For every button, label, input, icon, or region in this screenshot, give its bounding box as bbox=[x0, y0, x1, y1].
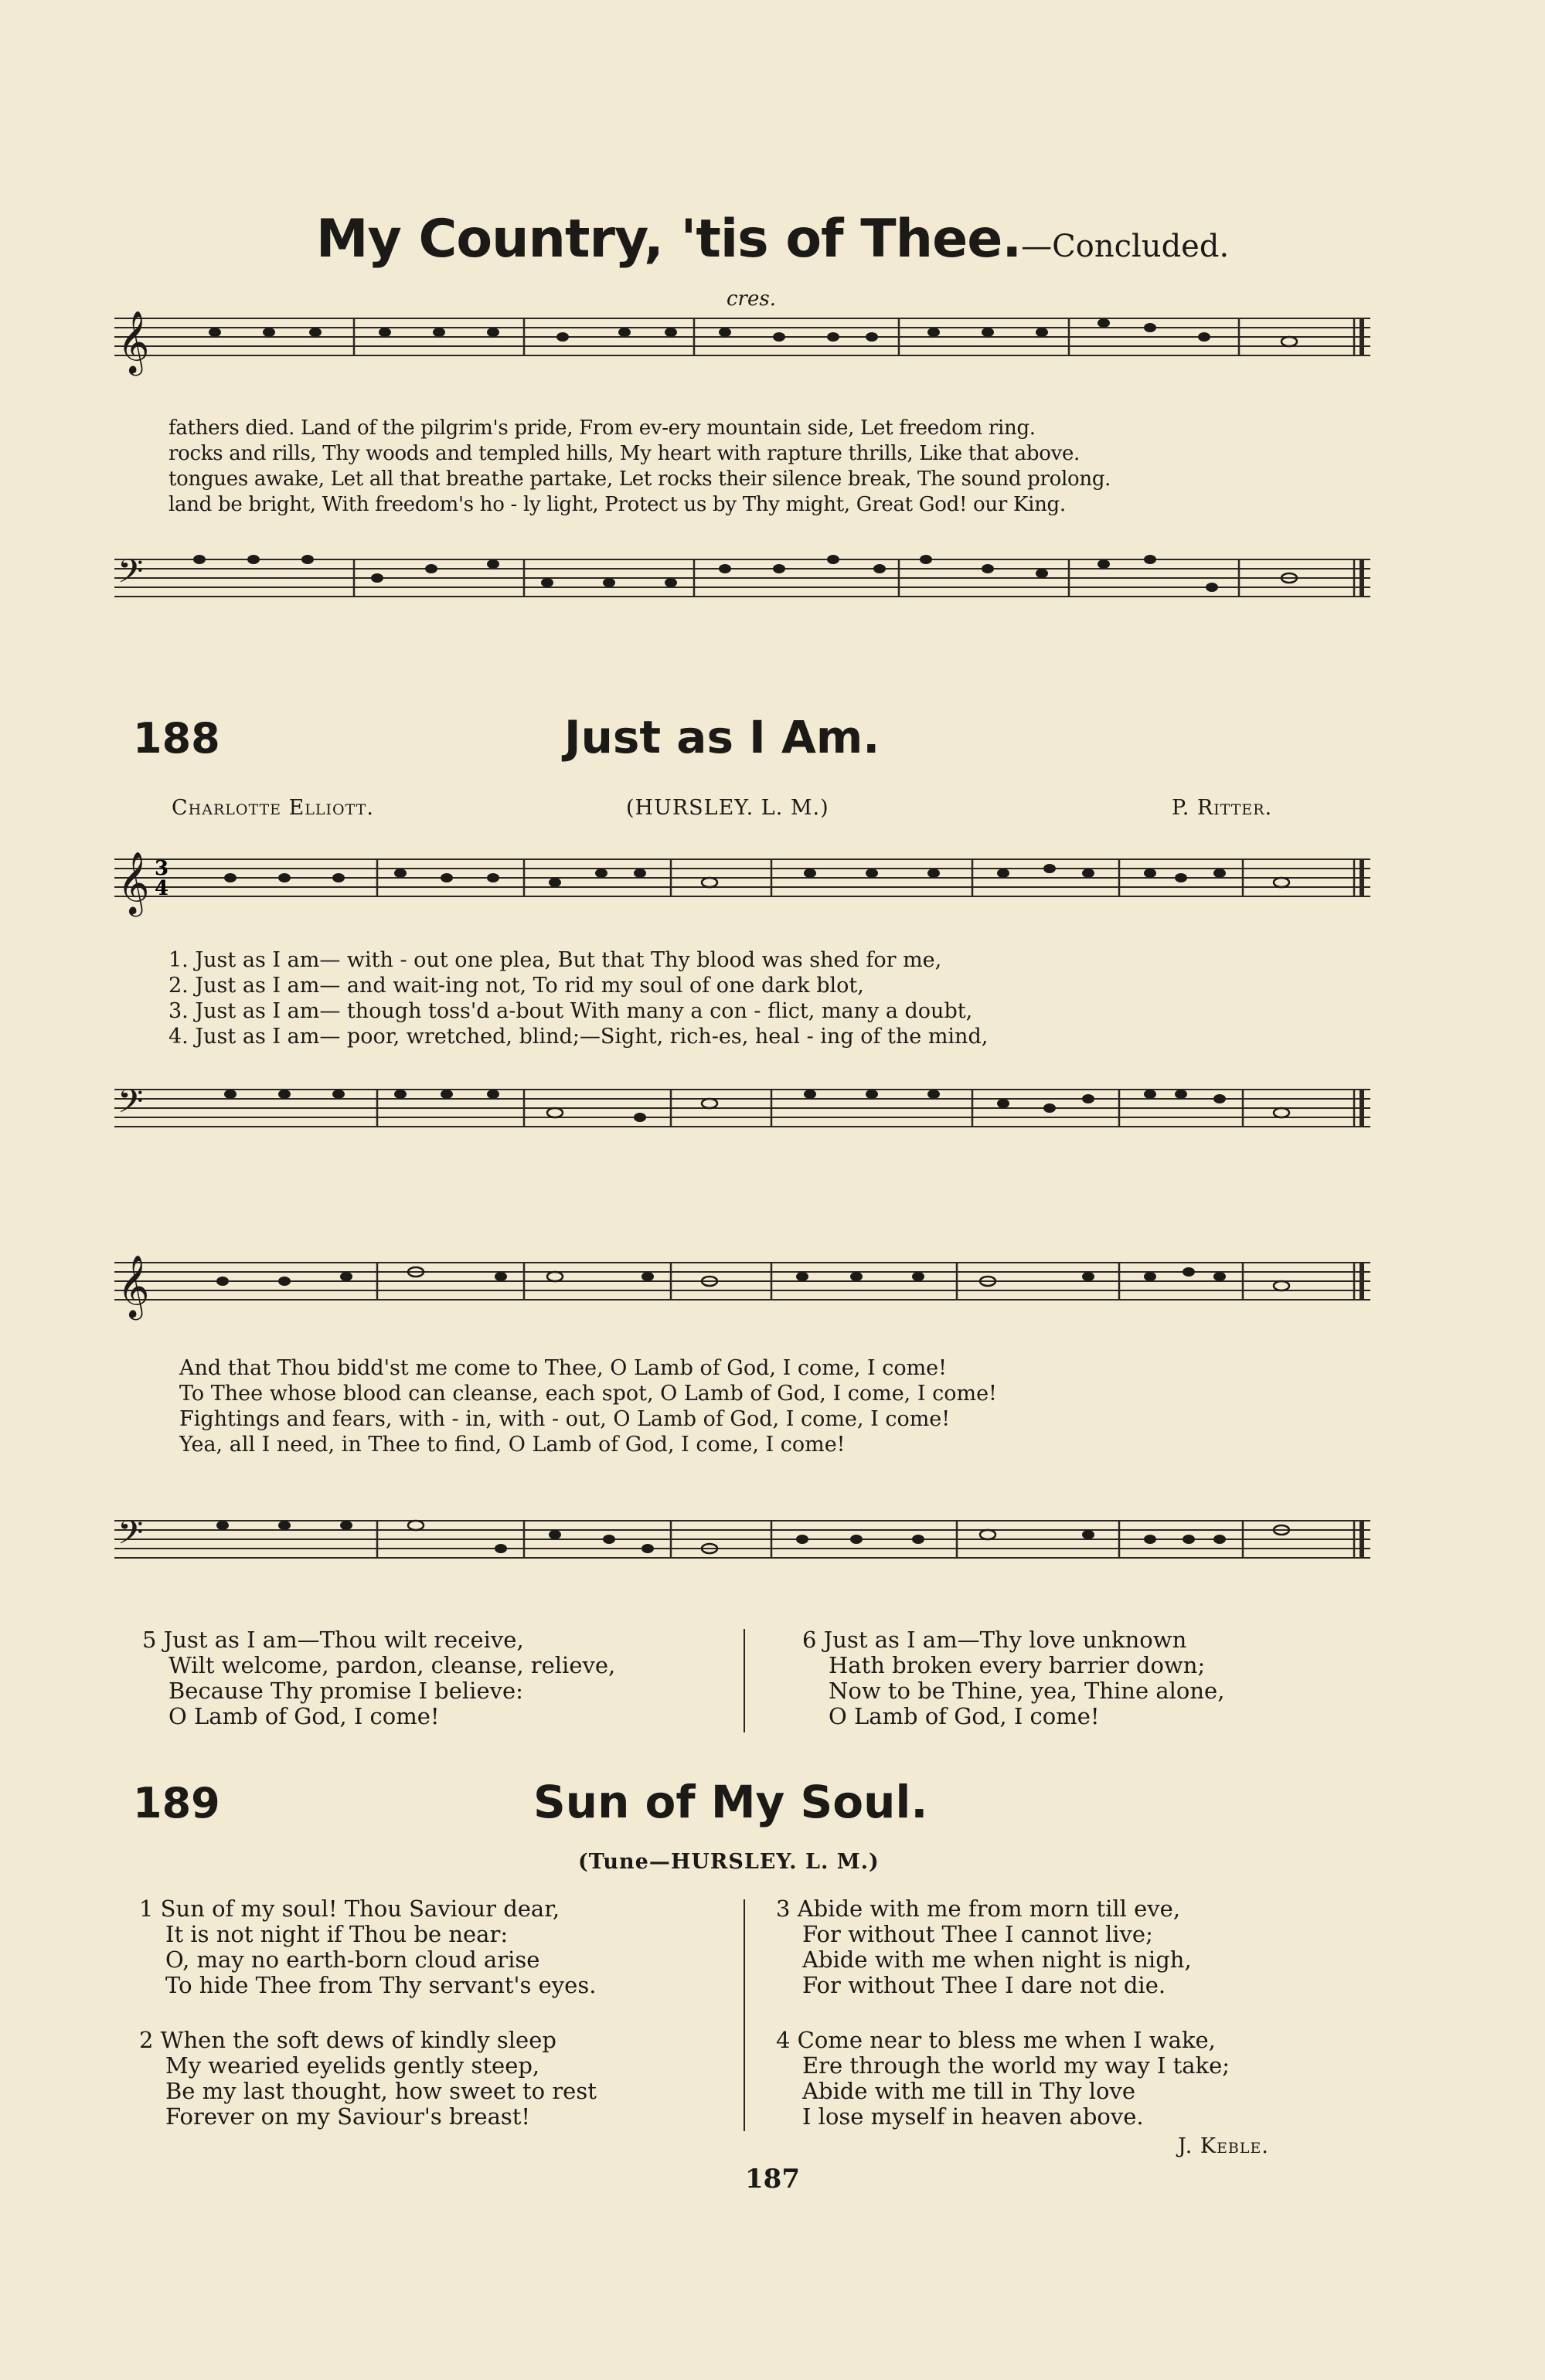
verse-line: Hath broken every barrier down; bbox=[829, 1652, 1206, 1678]
staff-bass-188-b bbox=[114, 1511, 1370, 1573]
staff-bass-187 bbox=[114, 550, 1370, 612]
lyric-line: 1. Just as I am— with - out one plea, But that Thy blood was shed for me, bbox=[168, 948, 942, 972]
hymn-189-number: 189 bbox=[133, 1779, 220, 1828]
hymn-187-lyrics bbox=[168, 416, 1111, 518]
bass-clef-icon: 𝄢 bbox=[117, 552, 144, 599]
hymn-187-title-text: My Country, 'tis of Thee. bbox=[315, 209, 1022, 270]
verse-line: Because Thy promise I believe: bbox=[168, 1678, 523, 1704]
verse-line: For without Thee I dare not die. bbox=[802, 1972, 1166, 1998]
verse-line: 3 Abide with me from morn till eve, bbox=[776, 1896, 1181, 1922]
treble-clef-icon: 𝄞 bbox=[117, 1254, 150, 1318]
hymn-188-verse-5 bbox=[142, 1627, 615, 1729]
hymn-189-verse-3 bbox=[776, 1896, 1192, 1998]
time-signature-icon: 4 bbox=[155, 877, 169, 900]
verse-line: 4 Come near to bless me when I wake, bbox=[776, 2027, 1216, 2053]
dynamic-cres-mark: cres. bbox=[727, 287, 776, 311]
hymn-187-concluded-label: —Concluded. bbox=[1021, 229, 1230, 264]
hymn-188-composer: P. Ritter. bbox=[1172, 796, 1273, 820]
verse-line: Be my last thought, how sweet to rest bbox=[165, 2078, 597, 2104]
verse-line: O, may no earth-born cloud arise bbox=[165, 1946, 540, 1973]
column-divider bbox=[744, 1629, 745, 1732]
verse-line: It is not night if Thou be near: bbox=[165, 1921, 509, 1947]
hymn-189-verse-4 bbox=[776, 2028, 1230, 2130]
staff-treble-187 bbox=[114, 309, 1370, 371]
staff-treble-188-a bbox=[114, 850, 1370, 912]
lyric-line: rocks and rills, Thy woods and templed hills, My heart with rapture thrills, Like that above. bbox=[168, 442, 1080, 465]
hymn-188-lyrics-a bbox=[168, 947, 988, 1049]
hymn-187-title bbox=[0, 209, 1545, 270]
lyric-line: fathers died. Land of the pilgrim's pride, From ev-ery mountain side, Let freedom ring. bbox=[168, 416, 1036, 440]
verse-line: Forever on my Saviour's breast! bbox=[165, 2103, 531, 2130]
verse-line: My wearied eyelids gently steep, bbox=[165, 2052, 540, 2079]
hymn-189-verse-1 bbox=[139, 1896, 596, 1998]
hymn-188-lyrics-b bbox=[179, 1355, 997, 1457]
column-divider bbox=[744, 1899, 745, 2131]
lyric-line: Yea, all I need, in Thee to find, O Lamb of God, I come, I come! bbox=[179, 1433, 846, 1457]
verse-line: Now to be Thine, yea, Thine alone, bbox=[829, 1678, 1225, 1704]
verse-line: Abide with me when night is nigh, bbox=[802, 1946, 1192, 1973]
verse-line: To hide Thee from Thy servant's eyes. bbox=[165, 1972, 597, 1998]
bass-clef-icon: 𝄢 bbox=[117, 1514, 144, 1560]
verse-line: O Lamb of God, I come! bbox=[168, 1703, 440, 1729]
hymn-188-author: Charlotte Elliott. bbox=[172, 796, 374, 820]
lyric-line: 2. Just as I am— and wait-ing not, To rid my soul of one dark blot, bbox=[168, 974, 864, 998]
lyric-line: land be bright, With freedom's ho - ly light, Protect us by Thy might, Great God! our King. bbox=[168, 493, 1066, 516]
verse-line: 6 Just as I am—Thy love unknown bbox=[802, 1627, 1187, 1653]
time-signature-icon: 3 bbox=[155, 857, 169, 880]
hymn-188-title: Just as I Am. bbox=[564, 711, 880, 763]
lyric-line: 4. Just as I am— poor, wretched, blind;—Sight, rich-es, heal - ing of the mind, bbox=[168, 1025, 989, 1049]
staff-treble-188-b bbox=[114, 1253, 1370, 1318]
verse-line: For without Thee I cannot live; bbox=[802, 1921, 1153, 1947]
verse-line: 5 Just as I am—Thou wilt receive, bbox=[142, 1627, 524, 1653]
hymn-189-verse-2 bbox=[139, 2028, 597, 2130]
verse-line: Ere through the world my way I take; bbox=[802, 2052, 1230, 2079]
treble-clef-icon: 𝄞 bbox=[117, 310, 150, 373]
verse-line: Abide with me till in Thy love bbox=[802, 2078, 1136, 2104]
bass-clef-icon: 𝄢 bbox=[117, 1083, 144, 1129]
lyric-line: tongues awake, Let all that breathe partake, Let rocks their silence break, The sound prolong. bbox=[168, 468, 1111, 491]
lyric-line: To Thee whose blood can cleanse, each spot, O Lamb of God, I come, I come! bbox=[179, 1382, 997, 1406]
verse-line: Wilt welcome, pardon, cleanse, relieve, bbox=[168, 1652, 616, 1678]
treble-clef-icon: 𝄞 bbox=[117, 851, 150, 914]
verse-line: O Lamb of God, I come! bbox=[829, 1703, 1100, 1729]
verse-line: 2 When the soft dews of kindly sleep bbox=[139, 2027, 556, 2053]
verse-line: I lose myself in heaven above. bbox=[802, 2103, 1144, 2130]
staff-bass-188-a bbox=[114, 1080, 1370, 1142]
hymn-188-number: 188 bbox=[133, 714, 220, 763]
lyric-line: Fightings and fears, with - in, with - out, O Lamb of God, I come, I come! bbox=[179, 1407, 951, 1431]
hymn-189-tune: (Tune—HURSLEY. L. M.) bbox=[578, 1850, 880, 1874]
verse-line: 1 Sun of my soul! Thou Saviour dear, bbox=[139, 1896, 560, 1922]
lyric-line: And that Thou bidd'st me come to Thee, O Lamb of God, I come, I come! bbox=[179, 1356, 948, 1380]
lyric-line: 3. Just as I am— though toss'd a-bout With many a con - flict, many a doubt, bbox=[168, 999, 973, 1023]
hymn-189-author: J. Keble. bbox=[1178, 2134, 1269, 2158]
hymn-189-title: Sun of My Soul. bbox=[533, 1776, 928, 1828]
page-number: 187 bbox=[745, 2164, 800, 2195]
hymn-188-verse-6 bbox=[802, 1627, 1224, 1729]
hymn-188-tune: (HURSLEY. L. M.) bbox=[626, 796, 829, 820]
